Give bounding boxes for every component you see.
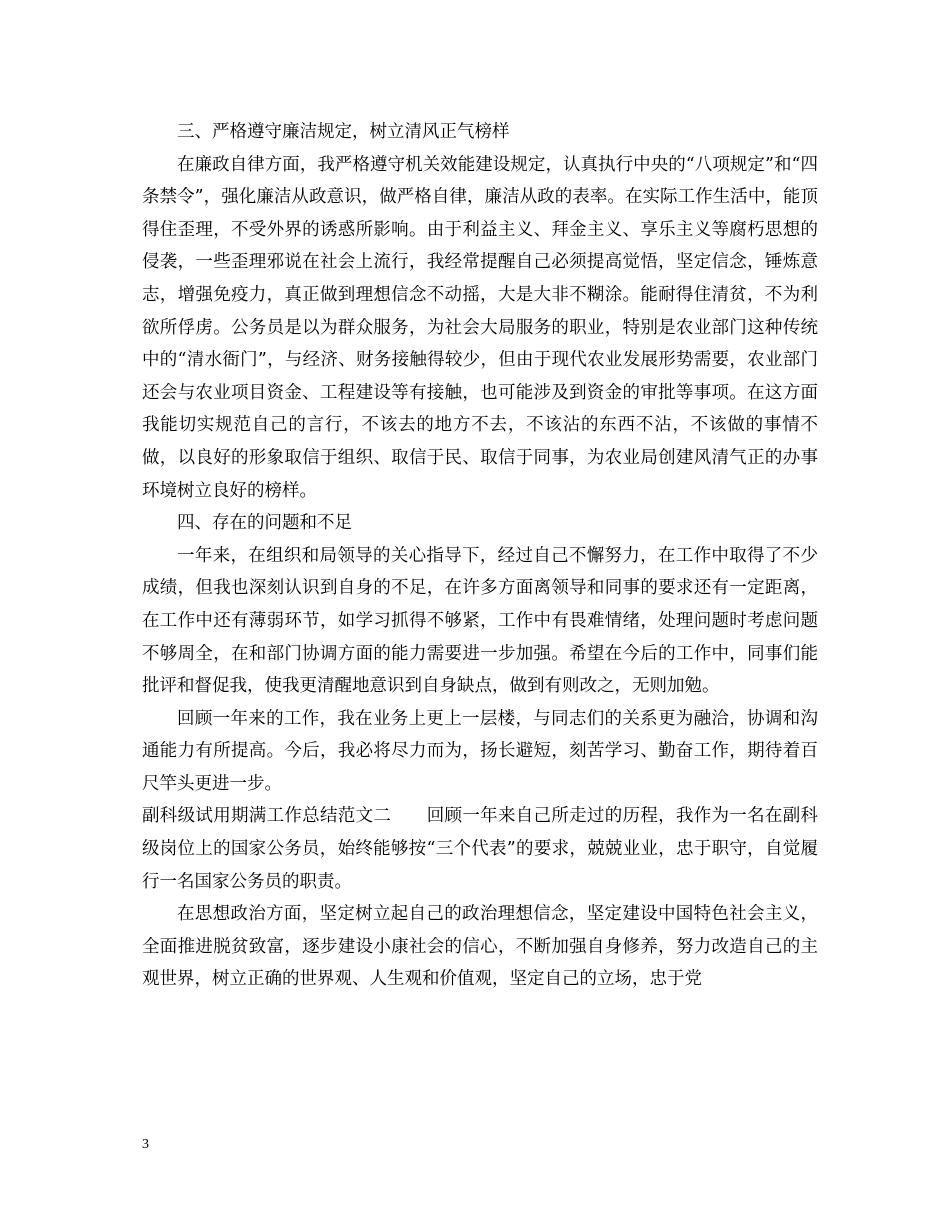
body-paragraph: 一年来，在组织和局领导的关心指导下，经过自己不懈努力，在工作中取得了不少成绩，但我也深刻认识到自身的不足，在许多方面离领导和同事的要求还有一定距离，在工作中还有薄弱环节，如学习抓得不够紧，工作中有畏难情绪，处理问题时考虑问题不够周全，在和部门协调方面的能力需要进一步加强。希望在今后的工作中，同事们能批评和督促我，使我更清醒地意识到自身缺点，做到有则改之，无则加勉。: [142, 545, 818, 697]
document-body: [142, 116, 818, 996]
section-heading: 四、存在的问题和不足: [177, 513, 352, 534]
body-paragraph: 回顾一年来的工作，我在业务上更上一层楼，与同志们的关系更为融洽，协调和沟通能力有所提高。今后，我必将尽力而为，扬长避短，刻苦学习、勤奋工作，期待着百尺竿头更进一步。: [142, 708, 818, 794]
article-title-paragraph: 副科级试用期满工作总结范文二 回顾一年来自己所走过的历程，我作为一名在副科级岗位上的国家公务员，始终能够按“三个代表”的要求，兢兢业业，忠于职守，自觉履行一名国家公务员的职责。: [142, 806, 818, 892]
section-heading: 三、严格遵守廉洁规定，树立清风正气榜样: [177, 122, 510, 142]
body-paragraph: 在思想政治方面，坚定树立起自己的政治理想信念，坚定建设中国特色社会主义，全面推进脱贫致富，逐步建设小康社会的信心，不断加强自身修养，努力改造自己的主观世界，树立正确的世界观、人生观和价值观，坚定自己的立场，忠于党: [142, 904, 818, 990]
body-paragraph: 在廉政自律方面，我严格遵守机关效能建设规定，认真执行中央的“八项规定”和“四条禁令”，强化廉洁从政意识，做严格自律，廉洁从政的表率。在实际工作生活中，能顶得住歪理，不受外界的诱惑所影响。由于利益主义、拜金主义、享乐主义等腐朽思想的侵袭，一些歪理邪说在社会上流行，我经常提醒自己必须提高觉悟，坚定信念，锤炼意志，增强免疫力，真正做到理想信念不动摇，大是大非不糊涂。能耐得住清贫，不为利欲所俘虏。公务员是以为群众服务，为社会大局服务的职业，特别是农业部门这种传统中的“清水衙门”，与经济、财务接触得较少，但由于现代农业发展形势需要，农业部门还会与农业项目资金、工程建设等有接触，也可能涉及到资金的审批等事项。在这方面我能切实规范自己的言行，不该去的地方不去，不该沾的东西不沾，不该做的事情不做，以良好的形象取信于组织、取信于民、取信于同事，为农业局创建风清气正的办事环境树立良好的榜样。: [142, 154, 818, 501]
page-number: 3: [142, 1137, 149, 1152]
